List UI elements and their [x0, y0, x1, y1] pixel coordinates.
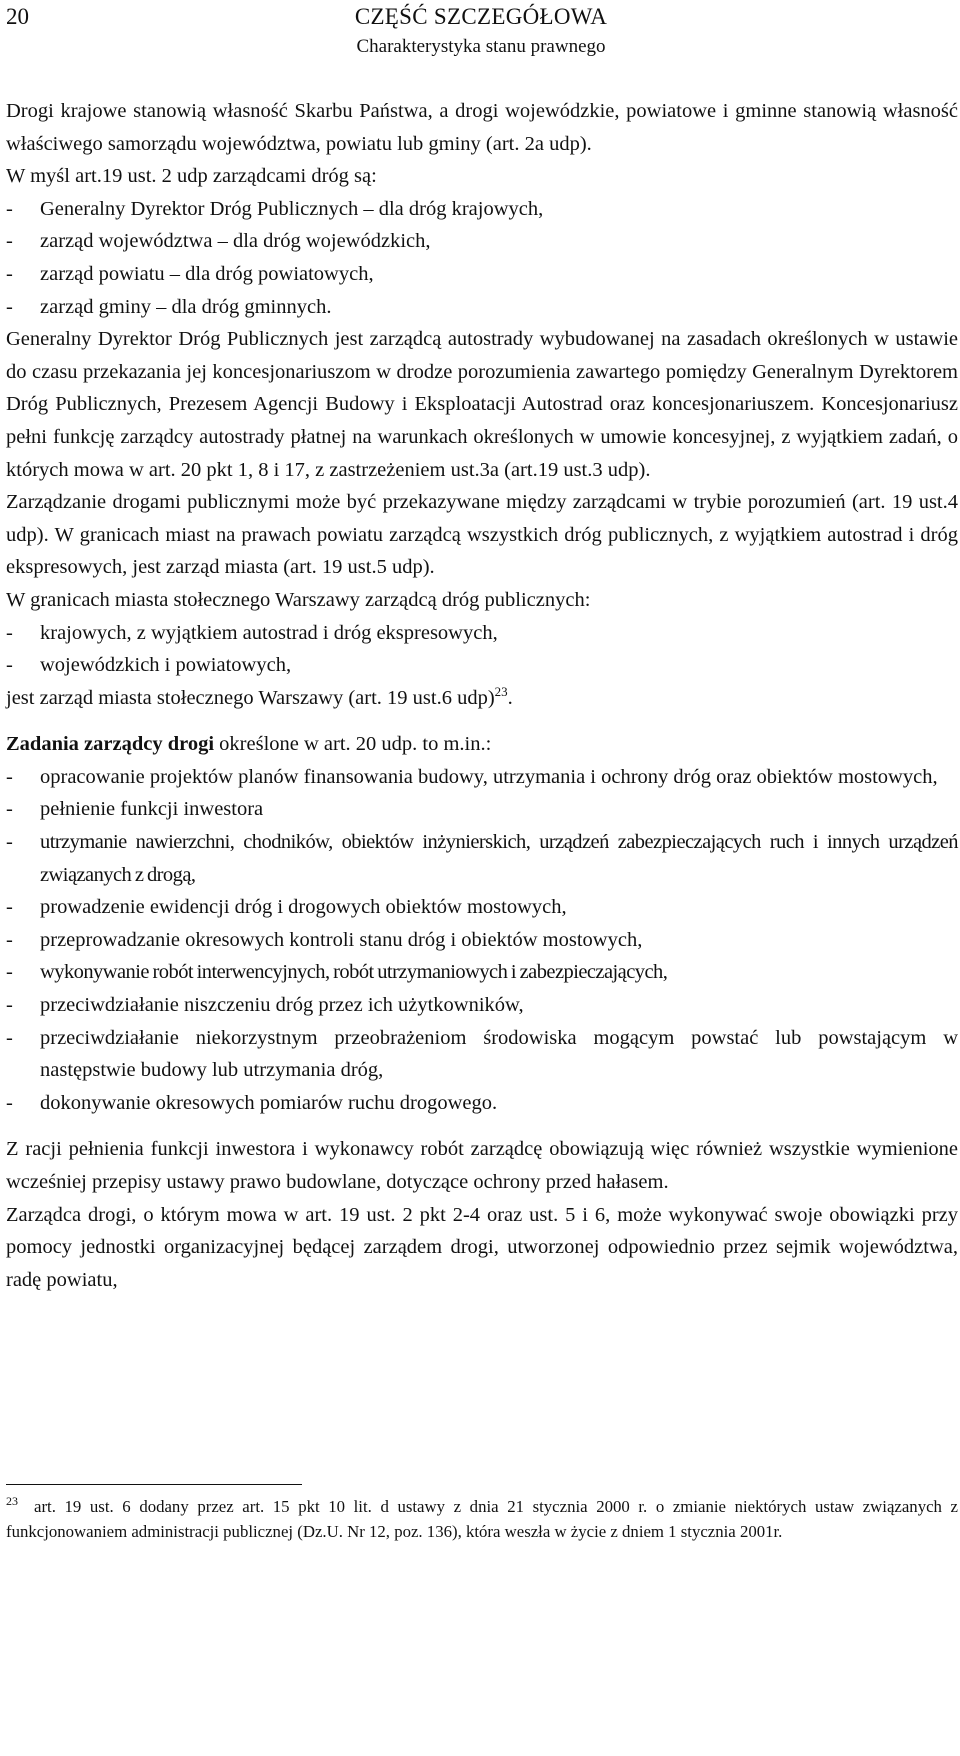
list-item: - utrzymanie nawierzchni, chodników, obiektów inżynierskich, urządzeń zabezpieczających ruch i innych urządzeń związanych z drogą,: [6, 826, 958, 891]
paragraph-tasks-heading: [6, 728, 958, 761]
footnote: [6, 1494, 958, 1544]
page-number: 20: [6, 4, 29, 29]
list-item: - zarząd gminy – dla dróg gminnych.: [6, 291, 958, 324]
list-item: - zarząd powiatu – dla dróg powiatowych,: [6, 258, 958, 291]
document-page: [6, 0, 958, 1541]
page-header: [6, 0, 956, 68]
list-item: - opracowanie projektów planów finansowania budowy, utrzymania i ochrony dróg oraz obiektów mostowych,: [6, 761, 958, 794]
list-item: - dokonywanie okresowych pomiarów ruchu drogowego.: [6, 1087, 958, 1120]
tasks-heading: Zadania zarządcy drogi: [6, 733, 215, 756]
list-item: - wojewódzkich i powiatowych,: [6, 649, 958, 682]
sentence-end: .: [507, 686, 513, 709]
list-item: - pełnienie funkcji inwestora: [6, 793, 958, 826]
footnote-reference: 23: [494, 683, 508, 699]
section-title: CZĘŚĆ SZCZEGÓŁOWA: [354, 4, 608, 29]
list-item: - przeprowadzanie okresowych kontroli stanu dróg i obiektów mostowych,: [6, 924, 958, 957]
paragraph-warsaw-manager: [6, 682, 958, 715]
paragraph-ownership: Drogi krajowe stanowią własność Skarbu Państwa, a drogi wojewódzkie, powiatowe i gminne stanowią własność właściwego samorządu województwa, powiatu lub gminy (art. 2a udp).: [6, 100, 958, 155]
managers-list: [6, 193, 958, 323]
footnote-divider: [6, 1484, 302, 1485]
paragraph-motorway: Generalny Dyrektor Dróg Publicznych jest zarządcą autostrady wybudowanej na zasadach określonych w ustawie do czasu przekazania jej koncesjonariuszom w drodze porozumienia zawartego pomiędzy Generalnym Dyrektorem Dróg Publicznych, Prezesem Agencji Budowy i Eksploatacji Autostrad oraz koncesjonariuszem. Koncesjonariusz pełni funkcję zarządcy autostrady płatnej na warunkach określonych w umowie koncesyjnej, z wyjątkiem zadań, o których mowa w art. 20 pkt 1, 8 i 17, z zastrzeżeniem ust.3a (art.19 ust.3 udp).: [6, 328, 958, 481]
footnote-text: art. 19 ust. 6 dodany przez art. 15 pkt 10 lit. d ustawy z dnia 21 stycznia 2000 r. o zmianie niektórych ustaw związanych z funkcjonowaniem administracji publicznej (Dz.U. Nr 12, poz. 136), która weszła w życie z dniem 1 stycznia 2001r.: [6, 1497, 958, 1541]
paragraph-agreements: Zarządzanie drogami publicznymi może być przekazywane między zarządcami w trybie porozumień (art. 19 ust.4 udp). W granicach miast na prawach powiatu zarządcą wszystkich dróg publicznych, z wyjątkiem autostrad i dróg ekspresowych, jest zarząd miasta (art. 19 ust.5 udp).: [6, 491, 958, 579]
paragraph-building-law: Z racji pełnienia funkcji inwestora i wykonawcy robót zarządcę obowiązują więc również wszystkie wymienione wcześniej przepisy ustawy prawo budowlane, dotyczące ochrony przed hałasem.: [6, 1138, 958, 1193]
tasks-intro: określone w art. 20 udp. to m.in.:: [214, 733, 492, 756]
warsaw-manager-text: jest zarząd miasta stołecznego Warszawy (art. 19 ust.6 udp): [6, 686, 495, 709]
tasks-list: [6, 761, 958, 1120]
section-subtitle: Charakterystyka stanu prawnego: [356, 36, 606, 57]
list-item: - krajowych, z wyjątkiem autostrad i dróg ekspresowych,: [6, 617, 958, 650]
list-item: - przeciwdziałanie niekorzystnym przeobrażeniom środowiska mogącym powstać lub powstającym w następstwie budowy lub utrzymania dróg,: [6, 1022, 958, 1087]
warsaw-list: [6, 617, 958, 682]
footnote-mark: 23: [6, 1494, 18, 1509]
list-item: - zarząd województwa – dla dróg wojewódzkich,: [6, 225, 958, 258]
document-body: [6, 95, 958, 1296]
list-item: - Generalny Dyrektor Dróg Publicznych – dla dróg krajowych,: [6, 193, 958, 226]
paragraph-road-authority: Zarządca drogi, o którym mowa w art. 19 ust. 2 pkt 2-4 oraz ust. 5 i 6, może wykonywać swoje obowiązki przy pomocy jednostki organizacyjnej będącej zarządem drogi, utworzonej odpowiednio przez sejmik województwa, radę powiatu,: [6, 1203, 958, 1291]
paragraph-warsaw-intro: W granicach miasta stołecznego Warszawy zarządcą dróg publicznych:: [6, 588, 591, 611]
paragraph-managers-intro: W myśl art.19 ust. 2 udp zarządcami dróg są:: [6, 165, 377, 188]
list-item: - prowadzenie ewidencji dróg i drogowych obiektów mostowych,: [6, 891, 958, 924]
footnote-text-block: [6, 1494, 958, 1544]
list-item: - wykonywanie robót interwencyjnych, robót utrzymaniowych i zabezpieczających,: [6, 956, 958, 989]
list-item: - przeciwdziałanie niszczeniu dróg przez ich użytkowników,: [6, 989, 958, 1022]
